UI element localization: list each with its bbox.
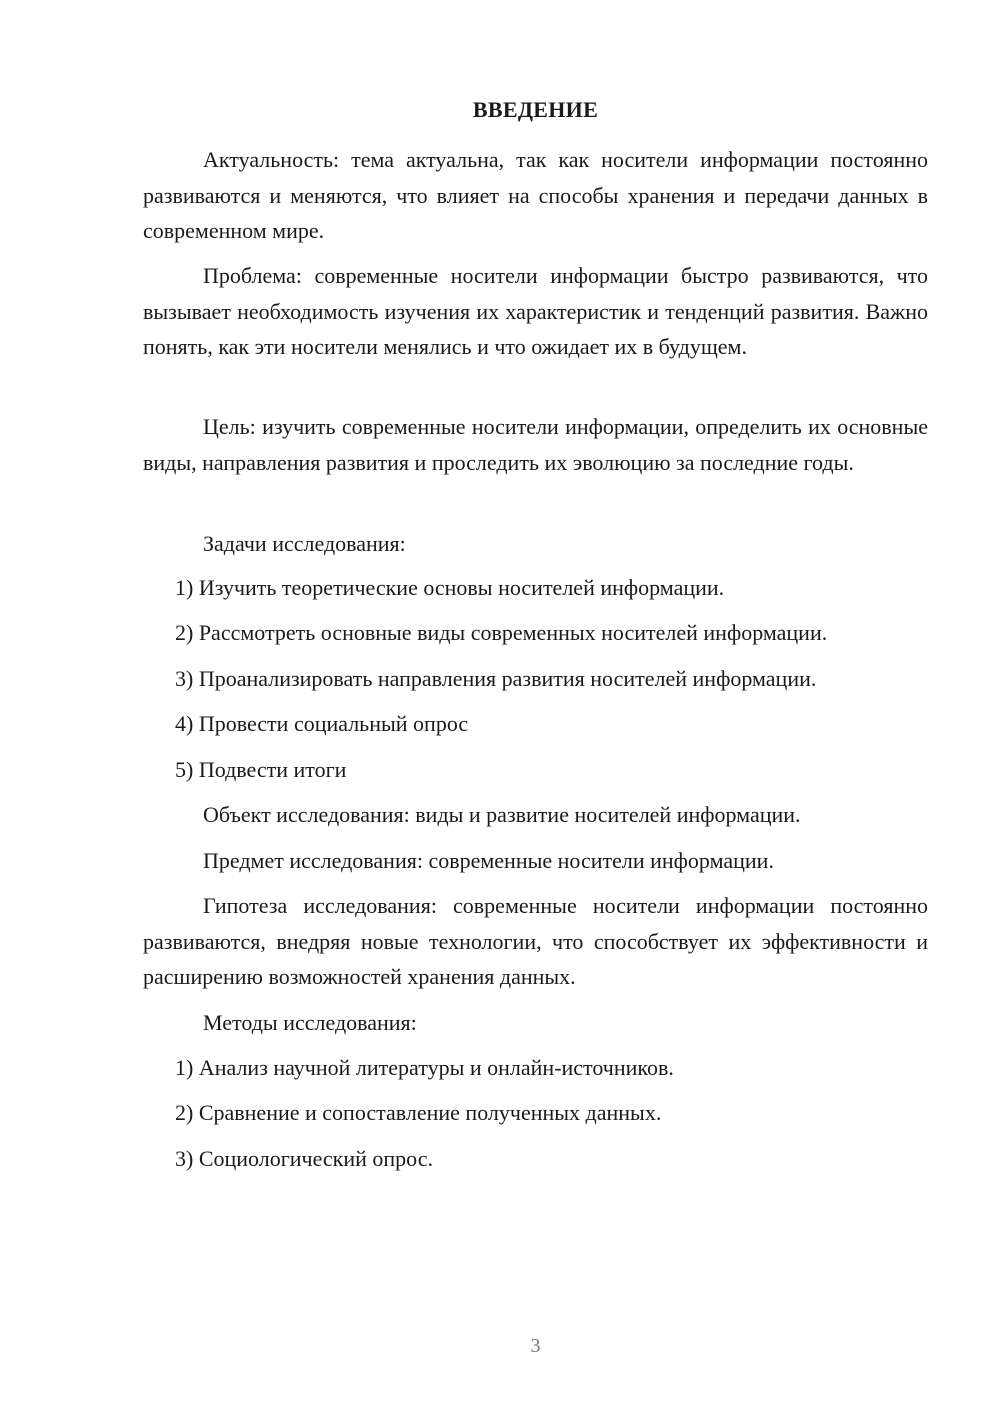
hypothesis-paragraph: Гипотеза исследования: современные носители информации постоянно развиваются, внедряя новые технологии, что способствует их эффективности и расширению возможностей хранения данных.	[143, 893, 928, 989]
subject-paragraph: Предмет исследования: современные носители информации.	[203, 848, 774, 873]
document-page	[143, 0, 928, 1414]
section-title: ВВЕДЕНИЕ	[472, 97, 599, 122]
task-item-3: 3) Проанализировать направления развития носителей информации.	[175, 666, 817, 691]
tasks-heading: Задачи исследования:	[203, 531, 406, 556]
method-item-2: 2) Сравнение и сопоставление полученных данных.	[175, 1100, 662, 1125]
task-item-2: 2) Рассмотреть основные виды современных носителей информации.	[175, 620, 828, 645]
task-item-1: 1) Изучить теоретические основы носителей информации.	[175, 575, 725, 600]
methods-heading: Методы исследования:	[203, 1010, 417, 1035]
method-item-3: 3) Социологический опрос.	[175, 1146, 433, 1171]
goal-paragraph: Цель: изучить современные носители информации, определить их основные виды, направления развития и проследить их эволюцию за последние годы.	[143, 414, 928, 475]
object-paragraph: Объект исследования: виды и развитие носителей информации.	[203, 802, 801, 827]
task-item-5: 5) Подвести итоги	[175, 757, 347, 782]
relevance-paragraph: Актуальность: тема актуальна, так как носители информации постоянно развиваются и меняются, что влияет на способы хранения и передачи данных в современном мире.	[143, 147, 928, 243]
task-item-4: 4) Провести социальный опрос	[175, 711, 469, 736]
problem-paragraph: Проблема: современные носители информации быстро развиваются, что вызывает необходимость изучения их характеристик и тенденций развития. Важно понять, как эти носители менялись и что ожидает их в будущем.	[143, 263, 928, 359]
page-number: 3	[530, 1335, 541, 1357]
method-item-1: 1) Анализ научной литературы и онлайн-источников.	[175, 1055, 674, 1080]
